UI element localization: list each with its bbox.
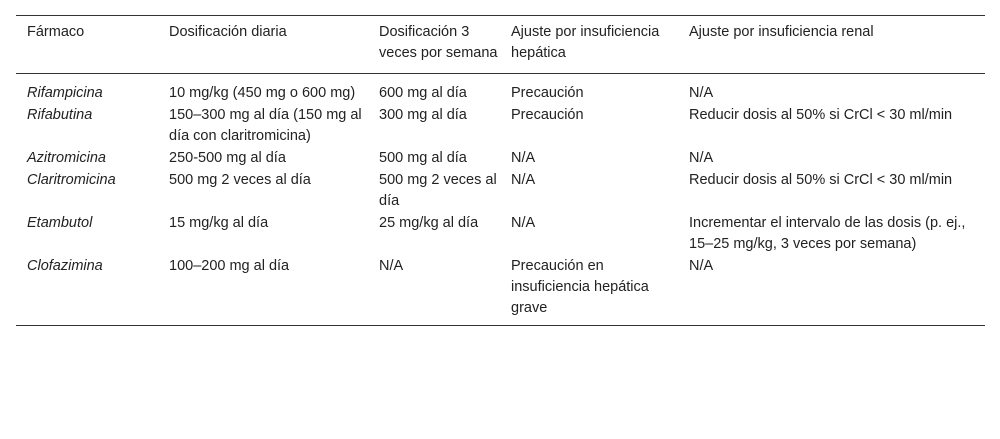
daily-dose: 150–300 mg al día (150 mg al día con claritromicina) [169, 107, 362, 144]
daily-dose: 10 mg/kg (450 mg o 600 mg) [169, 85, 356, 101]
thrice-weekly-dose: 500 mg al día [379, 150, 467, 166]
renal-adjustment: Incrementar el intervalo de las dosis (p. ej., 15–25 mg/kg, 3 veces por semana) [689, 215, 966, 252]
thrice-weekly-dose: 500 mg 2 veces al día [379, 172, 497, 209]
header-ajuste-renal: Ajuste por insuficiencia renal [689, 24, 874, 40]
daily-dose: 250-500 mg al día [169, 150, 286, 166]
renal-adjustment: N/A [689, 258, 714, 274]
header-dosificacion-3-veces: Dosificación 3 veces por semana [379, 24, 498, 61]
thrice-weekly-dose: 600 mg al día [379, 85, 467, 101]
drug-name: Etambutol [27, 215, 93, 231]
hepatic-adjustment: Precaución [511, 85, 584, 101]
table-row [16, 148, 985, 170]
drug-name: Azitromicina [27, 150, 106, 166]
renal-adjustment: N/A [689, 85, 714, 101]
header-dosificacion-diaria: Dosificación diaria [169, 24, 287, 40]
header-farmaco: Fármaco [27, 24, 85, 40]
table-header [16, 16, 985, 74]
table-row [16, 213, 985, 256]
table-row [16, 256, 985, 326]
hepatic-adjustment: N/A [511, 215, 536, 231]
drug-name: Rifampicina [27, 85, 103, 101]
hepatic-adjustment: N/A [511, 172, 536, 188]
daily-dose: 100–200 mg al día [169, 258, 290, 274]
thrice-weekly-dose: N/A [379, 258, 404, 274]
table-row [16, 170, 985, 213]
daily-dose: 15 mg/kg al día [169, 215, 269, 231]
renal-adjustment: Reducir dosis al 50% si CrCl < 30 ml/min [689, 172, 953, 188]
thrice-weekly-dose: 300 mg al día [379, 107, 467, 123]
drug-name: Rifabutina [27, 107, 93, 123]
daily-dose: 500 mg 2 veces al día [169, 172, 311, 188]
table-body [16, 74, 985, 326]
thrice-weekly-dose: 25 mg/kg al día [379, 215, 479, 231]
hepatic-adjustment: Precaución en insuficiencia hepática grave [511, 258, 649, 316]
hepatic-adjustment: Precaución [511, 107, 584, 123]
table-row [16, 105, 985, 148]
renal-adjustment: Reducir dosis al 50% si CrCl < 30 ml/min [689, 107, 953, 123]
header-ajuste-hepatico: Ajuste por insuficiencia hepática [511, 24, 660, 61]
drug-name: Claritromicina [27, 172, 116, 188]
renal-adjustment: N/A [689, 150, 714, 166]
dosing-table [16, 15, 985, 326]
hepatic-adjustment: N/A [511, 150, 536, 166]
drug-name: Clofazimina [27, 258, 103, 274]
table-row [16, 74, 985, 106]
header-row [16, 16, 985, 74]
dosing-table-container [16, 15, 985, 326]
